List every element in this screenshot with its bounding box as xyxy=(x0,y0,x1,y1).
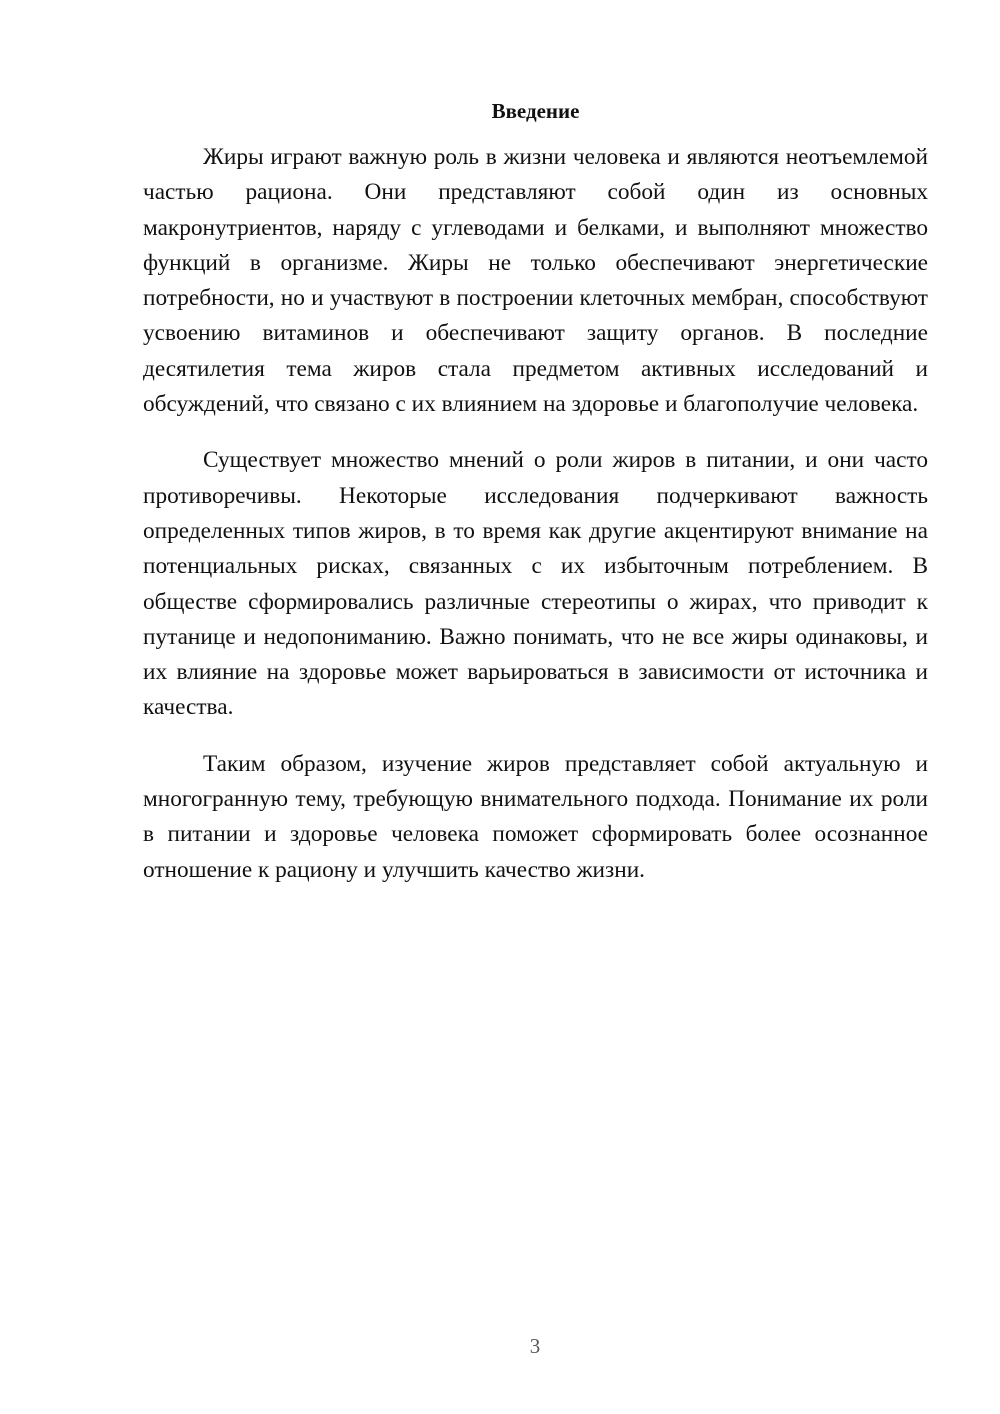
paragraph-3: Таким образом, изучение жиров представляет собой актуальную и многогранную тему, требующую внимательного подхода. Понимание их роли в питании и здоровье человека поможет сформировать более осознанное отношение к рациону и улучшить качество жизни. xyxy=(143,750,928,883)
paragraph-1: Жиры играют важную роль в жизни человека и являются неотъемлемой частью рациона. Они представляют собой один из основных макронутриентов, наряду с углеводами и белками, и выполняют множество функций в организме. Жиры не только обеспечивают энергетические потребности, но и участвуют в построении клеточных мембран, способствуют усвоению витаминов и обеспечивают защиту органов. В последние десятилетия тема жиров стала предметом активных исследований и обсуждений, что связано с их влиянием на здоровье и благополучие человека. xyxy=(143,144,928,418)
page-number: 3 xyxy=(529,1334,541,1358)
page-content xyxy=(143,96,928,909)
paragraph-2: Существует множество мнений о роли жиров в питании, и они часто противоречивы. Некоторые исследования подчеркивают важность определенных типов жиров, в то время как другие акцентируют внимание на потенциальных рисках, связанных с их избыточным потреблением. В обществе сформировались различные стереотипы о жирах, что приводит к путанице и недопониманию. Важно понимать, что не все жиры одинаковы, и их влияние на здоровье может варьироваться в зависимости от источника и качества. xyxy=(143,447,928,721)
section-heading: Введение xyxy=(491,99,580,123)
